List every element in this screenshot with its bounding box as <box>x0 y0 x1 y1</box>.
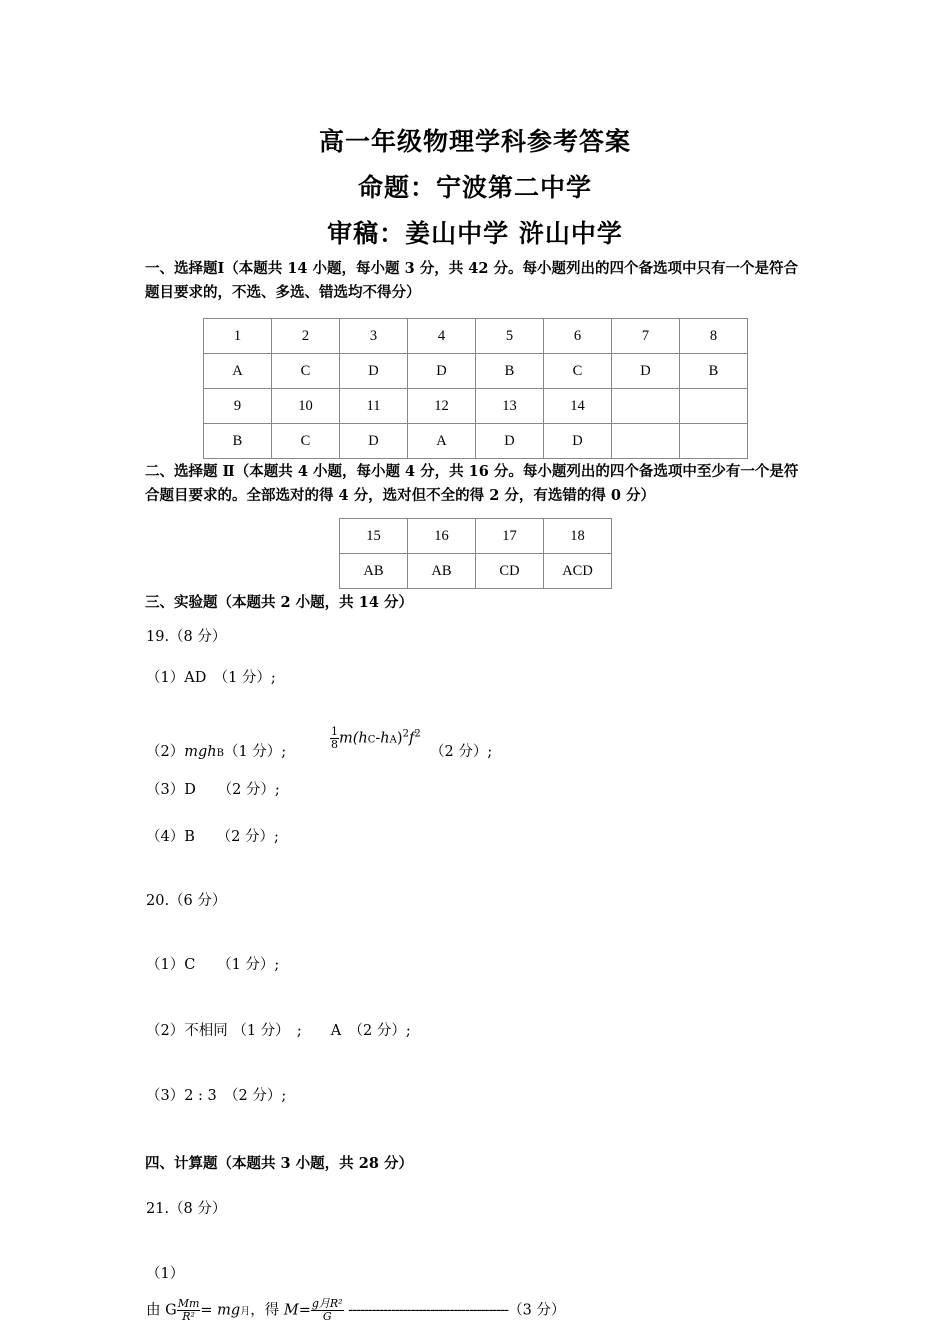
title-author: 命题：宁波第二中学 <box>357 173 592 202</box>
q19-answer-2 <box>146 740 286 761</box>
q19-label: 19.（8 分） <box>146 629 227 645</box>
table-cell: D <box>408 354 476 389</box>
fraction <box>311 1298 344 1323</box>
q21-equation <box>146 1298 565 1323</box>
section1-heading: 一、选择题Ⅰ（本题共 14 小题，每小题 3 分，共 42 分。每小题列出的四个备选项中只有一个是符合题目要求的，不选、多选、错选均不得分） <box>145 260 799 301</box>
table-cell: AB <box>408 554 476 589</box>
table-cell: 5 <box>476 319 544 354</box>
table-cell: 2 <box>272 319 340 354</box>
table-row <box>340 519 612 554</box>
eq-equals-2: = <box>298 1302 311 1319</box>
table-cell: 15 <box>340 519 408 554</box>
q20-answer-2: （2）不相同 （1 分） ; A （2 分）; <box>146 1023 411 1039</box>
answer-table-2 <box>339 518 612 589</box>
eq-mg-sub: 月 <box>240 1306 251 1318</box>
table-cell: B <box>476 354 544 389</box>
table-cell: 13 <box>476 389 544 424</box>
q20-answer-1: （1）C （1 分）; <box>146 957 280 973</box>
table-cell: 9 <box>204 389 272 424</box>
expr-sub-c: C <box>367 734 376 746</box>
fraction-denominator: R² <box>182 1310 195 1323</box>
table-row <box>204 354 748 389</box>
table-cell <box>612 389 680 424</box>
table-cell: D <box>612 354 680 389</box>
section2-heading: 二、选择题 Ⅱ（本题共 4 小题，每小题 4 分，共 16 分。每小题列出的四个备选项中至少有一个是符合题目要求的。全部选对的得 4 分，选对但不全的得 2 分，有选错的得 0 分） <box>145 463 799 504</box>
fraction-numerator: g月R² <box>311 1297 343 1310</box>
table-cell: 17 <box>476 519 544 554</box>
table-cell <box>612 424 680 459</box>
table-cell: A <box>408 424 476 459</box>
expr-sup: 2 <box>402 728 409 740</box>
fraction-numerator: Mm <box>177 1297 200 1310</box>
q19-formula <box>330 726 421 751</box>
table-cell: 10 <box>272 389 340 424</box>
table-cell: D <box>340 354 408 389</box>
q19-a2-sub: B <box>216 748 224 759</box>
table-cell: 6 <box>544 319 612 354</box>
table-cell: C <box>544 354 612 389</box>
eq-mg: mg <box>217 1302 241 1319</box>
table-cell: 16 <box>408 519 476 554</box>
table-cell: CD <box>476 554 544 589</box>
fraction-denominator: G <box>322 1310 332 1323</box>
fraction <box>330 726 339 751</box>
fraction-numerator: 1 <box>331 725 338 738</box>
table-cell: D <box>476 424 544 459</box>
table-cell: 11 <box>340 389 408 424</box>
answer-table-1 <box>203 318 748 459</box>
table-row <box>340 554 612 589</box>
table-cell: D <box>544 424 612 459</box>
expr-end: ) <box>396 730 403 747</box>
q21-part-1: （1） <box>146 1266 185 1282</box>
fraction-denominator: 8 <box>331 738 338 751</box>
q19-answer-3: （3）D （2 分）; <box>146 782 280 798</box>
section4-heading: 四、计算题（本题共 3 小题，共 28 分） <box>145 1155 413 1172</box>
table-cell <box>680 389 748 424</box>
eq-equals: = <box>200 1302 213 1319</box>
q19-a2-prefix: （2） <box>146 744 185 760</box>
eq-G: G <box>165 1302 177 1319</box>
title-main: 高一年级物理学科参考答案 <box>318 127 631 156</box>
expr-f: f <box>408 730 415 747</box>
table-cell: C <box>272 424 340 459</box>
eq-dashes: ----------------------------------------- <box>348 1302 509 1319</box>
q19-a2-score: （1 分）; <box>223 744 287 760</box>
table-cell: D <box>340 424 408 459</box>
table-cell: B <box>680 354 748 389</box>
expr-mid: -h <box>375 730 390 747</box>
title-reviewer: 审稿：姜山中学 浒山中学 <box>327 219 623 248</box>
table-cell: B <box>204 424 272 459</box>
table-cell: 8 <box>680 319 748 354</box>
table-cell <box>680 424 748 459</box>
table-row <box>204 424 748 459</box>
q19-a2-mgh: mgh <box>184 744 217 760</box>
section3-heading: 三、实验题（本题共 2 小题，共 14 分） <box>145 594 413 611</box>
eq-you: 由 <box>146 1302 161 1319</box>
table-cell: 1 <box>204 319 272 354</box>
q19-a2-score2: （2 分）; <box>430 744 493 760</box>
table-cell: 14 <box>544 389 612 424</box>
q19-answer-1: （1）AD （1 分）; <box>146 670 276 686</box>
fraction <box>177 1298 201 1323</box>
table-cell: 4 <box>408 319 476 354</box>
table-row <box>204 319 748 354</box>
table-cell: A <box>204 354 272 389</box>
table-cell: 7 <box>612 319 680 354</box>
table-cell: 3 <box>340 319 408 354</box>
eq-de: ，得 <box>250 1302 280 1319</box>
eq-M: M <box>283 1302 299 1319</box>
q19-answer-4: （4）B （2 分）; <box>146 829 279 845</box>
q20-answer-3: （3）2 : 3 （2 分）; <box>146 1088 287 1104</box>
table-cell: AB <box>340 554 408 589</box>
table-cell: 12 <box>408 389 476 424</box>
eq-score: （3 分） <box>508 1302 566 1319</box>
q20-label: 20.（6 分） <box>146 893 227 909</box>
table-cell: C <box>272 354 340 389</box>
table-cell: 18 <box>544 519 612 554</box>
expr-sub-a: A <box>389 734 397 746</box>
table-cell: ACD <box>544 554 612 589</box>
table-row <box>204 389 748 424</box>
q21-label: 21.（8 分） <box>146 1201 227 1217</box>
expr-body: m(h <box>339 730 368 747</box>
expr-fsup: 2 <box>414 728 421 740</box>
